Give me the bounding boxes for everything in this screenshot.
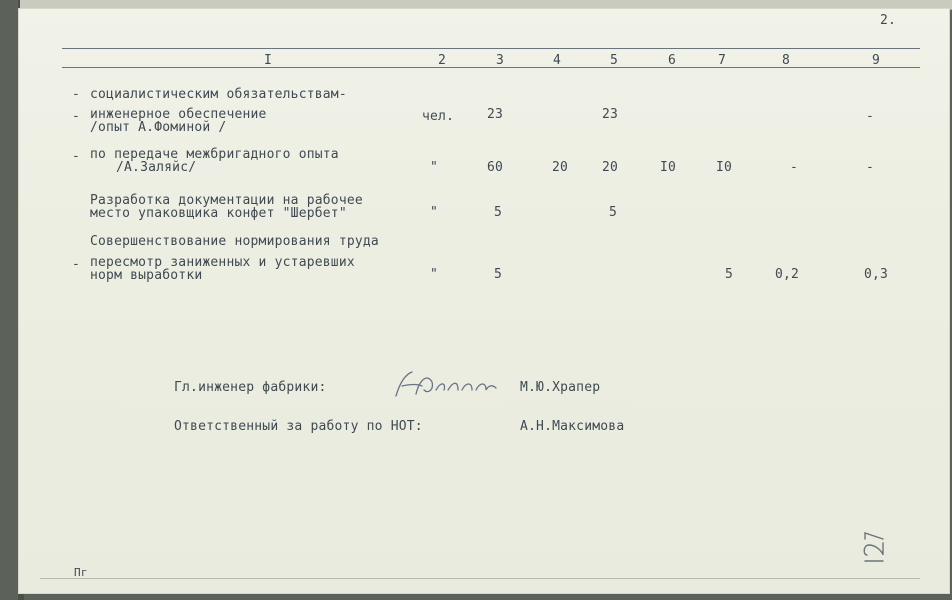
cell-col3: 23 — [487, 107, 504, 122]
cell-col9: 0,3 — [864, 267, 889, 282]
cell-col5: 23 — [602, 107, 619, 122]
responsible-name: А.Н.Максимова — [520, 419, 625, 434]
handwritten-signature — [388, 364, 508, 404]
chief-engineer-name: М.Ю.Храпер — [520, 380, 601, 395]
section-heading: Совершенствование нормирования труда — [90, 234, 379, 249]
cell-col7: 5 — [725, 267, 734, 282]
column-header-4: 4 — [553, 53, 562, 68]
cell-col3: 60 — [487, 160, 504, 175]
cell-col2: чел. — [422, 109, 455, 124]
column-header-3: 3 — [496, 53, 505, 68]
cell-col2: " — [430, 267, 439, 282]
cell-col3: 5 — [494, 205, 503, 220]
cell-col9: - — [866, 109, 875, 124]
row-text-line: /А.Заляйс/ — [116, 160, 197, 175]
cell-col5: 5 — [609, 205, 618, 220]
cell-col7: I0 — [716, 160, 733, 175]
row-text-line: по передаче межбригадного опыта — [90, 147, 339, 162]
row-marker: - — [72, 149, 81, 164]
row-text-line: социалистическим обязательствам- — [90, 87, 347, 102]
cell-col3: 5 — [494, 267, 503, 282]
column-header-6: 6 — [668, 53, 677, 68]
cell-col8: - — [790, 160, 799, 175]
header-bottom-rule — [62, 67, 920, 68]
cell-col2: " — [430, 205, 439, 220]
row-text-line: /опыт А.Фоминой / — [90, 120, 227, 135]
footer-mark: Пг — [74, 566, 88, 579]
cell-col5: 20 — [602, 160, 619, 175]
row-text-line: норм выработки — [90, 268, 203, 283]
cell-col4: 20 — [552, 160, 569, 175]
column-header-5: 5 — [610, 53, 619, 68]
page-number: 2. — [880, 13, 897, 28]
header-top-rule — [62, 48, 920, 49]
row-text-line: место упаковщика конфет "Шербет" — [90, 206, 347, 221]
chief-engineer-label: Гл.инженер фабрики: — [174, 380, 327, 395]
column-header-8: 8 — [782, 53, 791, 68]
cell-col8: 0,2 — [775, 267, 800, 282]
cell-col6: I0 — [660, 160, 677, 175]
row-text-line: инженерное обеспечение — [90, 107, 267, 122]
column-header-2: 2 — [438, 53, 447, 68]
archive-sheet-number — [856, 528, 890, 568]
responsible-label: Ответственный за работу по НОТ: — [174, 419, 423, 434]
row-marker: - — [72, 109, 81, 124]
row-marker: - — [72, 257, 81, 272]
cell-col9: - — [866, 160, 875, 175]
bottom-paper-edge — [40, 578, 920, 589]
row-marker: - — [72, 87, 81, 102]
column-header-7: 7 — [718, 53, 727, 68]
column-header-9: 9 — [872, 53, 881, 68]
column-header-1: I — [264, 53, 273, 68]
row-text-line: Разработка документации на рабочее — [90, 193, 363, 208]
cell-col2: " — [430, 160, 439, 175]
row-text-line: пересмотр заниженных и устаревших — [90, 255, 355, 270]
